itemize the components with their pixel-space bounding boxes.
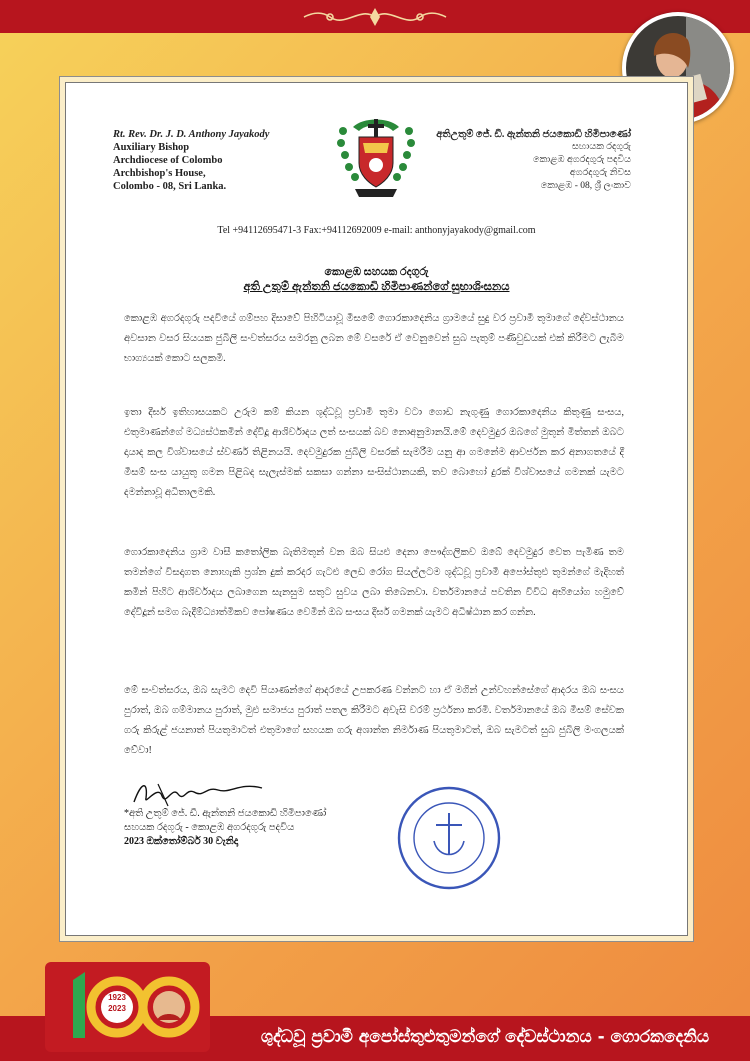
letter-paragraph: කොළඹ අගරදගුරු පදවියේ ගම්පහ දිසාවේ පිහිටියාවූ මීසමේ ගොරකාදෙනිය ග්‍රාමයේ සුදු වර ප්‍රවාමී තුමාගේ දේවස්ථානය අවසාන වසර සියයක ජුබිලි සංවත්සරය සමරනු ලබන මේ වසරේ ඒ වෙනුවෙන් සුබ පැතුම් පණිවුඩයක් එක් කිරීමට ලැබීම භාග්‍යයක් කොට සලකමි. — [124, 313, 624, 364]
letter-paragraph: ගොරකාදෙනිය ග්‍රාම වාසී කතෝලික බැතිමතුන් වන ඔබ සියළු දෙනා පෞද්ගලිකව ඔබේ දෙවමුදුර වෙත පැමිණ තම තමන්ගේ විසදාගත නොහැකි ප්‍රශ්න දුක් කරදර ගැටළු ලෙඩ රෝග සියල්ලටම ශුද්ධවූ ප්‍රවාමී අපෝස්තුළු තුමන්ගේ මැදිහත් කමින් පිහිට ආශිර්වාදය ලබාගෙන සැනසුම සතුට සුවය ලබා තිබෙනවා. වර්තමානයේ පවතින විවිධ අභියෝග හමුවේ දේවිදූන් සමග බැදීම්ධ්‍යාත්මිකව පෝෂණය වෙමින් ඔබ සංසය දීර්ඝ ගමනක් යැමට අධිෂ්ඨාන කර ගන්න. — [124, 547, 624, 618]
centenary-logo — [45, 962, 210, 1052]
letter-title-line2: අති උතුම් ඇන්තනි ජයකොඩි හිමිපාණන්ගේ සුභාශිංසනය — [243, 281, 510, 293]
letterhead-sinhala — [421, 128, 631, 193]
bishop-title-en: Auxiliary Bishop — [113, 142, 190, 153]
letterhead-english — [113, 128, 293, 193]
bishop-name-en: Rt. Rev. Dr. J. D. Anthony Jayakody — [113, 129, 270, 140]
bishop-name-si: අතිඋතුම් ජේ. ඩී. ඇන්තනි ජයකොඩි හිමිපාණෝ — [436, 129, 631, 140]
letter-title-line1: කොළඹ සහයක රදගුරු — [324, 266, 429, 278]
letter-paragraph: මේ සංවත්සරය, ඔබ සැමට දෙවි පියාණන්ගේ ආදරයේ උපකරණ වන්නට හා ඒ මගින් උන්වහන්සේගේ ආදරය ඔබ සංසය පුරාත්, ඔබ ගම්මානය පුරාත්, මුළු සමාජය පුරාත් පතල කිරීමට අවැසි වරම් ප්‍රර්ථනා කරමි. වර්තමානයේ ඔබ මීසම් සේවක ගරු කිරුළ් ජයනාත් පියතුමාටත් එතුමාගේ සහයක ගරු අශාන්ත නිර්මාණ පියතුමාටත්, ඔබ සැමටත් සුබ ජුබිලි මංගලයක් වේවා! — [124, 685, 624, 756]
signatory-title: සහයක රදගුරු - කොළඹ අගරදගුරු පදවිය — [124, 822, 295, 833]
coat-of-arms-icon — [333, 113, 419, 205]
residence-si: අගරදගුරු නිවස — [569, 168, 631, 178]
address-line2-en: Colombo - 08, Sri Lanka. — [113, 181, 227, 192]
bishop-title-si: සහායක රදගුරු — [571, 142, 631, 152]
letter-paragraph: ඉතා දීර්ඝ ඉතිහාසයකට උරුම කම් කියන ශුද්ධවූ ප්‍රවාමී තුමා වටා ගොඩ නැගුණු ගොරකාදෙනිය කිතුණු සංසය, එතුමාණන්ගේ මධ්‍යස්ථකමින් දේවිදූ ආශිර්වාදය ලත් සංසයක් බව නොඅනුමානයි.මේ දෙවමුදුර ඔබගේ මුතුන් මිත්තන් ඔබට දායාද කල විශ්වාසයේ ස්වර්ණ තිළිනයයි. දෙවමුදුරක ජුබිලි වසරක් සැමරීම යනු ආ ගමනේම ආවර්ජන කර අනාගතයේ දී මීසම් සංස යායුතු ගමන පිළිබද සැලැස්මක් සකසා ගන්නා සංසිස්ථානයකි, තව බොහෝ දුරක් විශ්වාසයේ ගමනක් යැමට දමන්නාවූ අධිතාලමකි. — [124, 407, 624, 498]
letter-page — [65, 82, 688, 936]
scroll-ornament-icon — [300, 4, 450, 30]
address-si: කොළඹ - 08, ශ්‍රී ලංකාව — [540, 181, 631, 191]
contact-line: Tel +94112695471-3 Fax:+94112692009 e-mail: anthonyjayakody@gmail.com — [217, 225, 536, 236]
signatory-name: *අති උතුම් ජේ. ඩී. ඇන්තනි ජයකොඩි හිමිපාණෝ — [124, 808, 327, 819]
handwritten-signature-icon — [128, 776, 268, 810]
signature-block — [124, 807, 384, 849]
centenary-years — [99, 992, 135, 1014]
archdiocese-en: Archdiocese of Colombo — [113, 155, 223, 166]
footer-church-name: ශුද්ධවූ ප්‍රවාමී අපෝස්තුළුතුමන්ගේ දේවස්ථානය - ගොරකදෙනිය — [260, 1027, 710, 1047]
address-line1-en: Archbishop's House, — [113, 168, 206, 179]
archdiocese-si: කොළඹ අගරදගුරු පදවිය — [533, 155, 631, 165]
official-seal-icon — [396, 785, 502, 891]
signature-date: 2023 ඔක්තෝම්බර් 30 වැනිදා — [124, 836, 239, 847]
year-end: 2023 — [108, 1004, 126, 1013]
year-start: 1923 — [108, 993, 126, 1002]
